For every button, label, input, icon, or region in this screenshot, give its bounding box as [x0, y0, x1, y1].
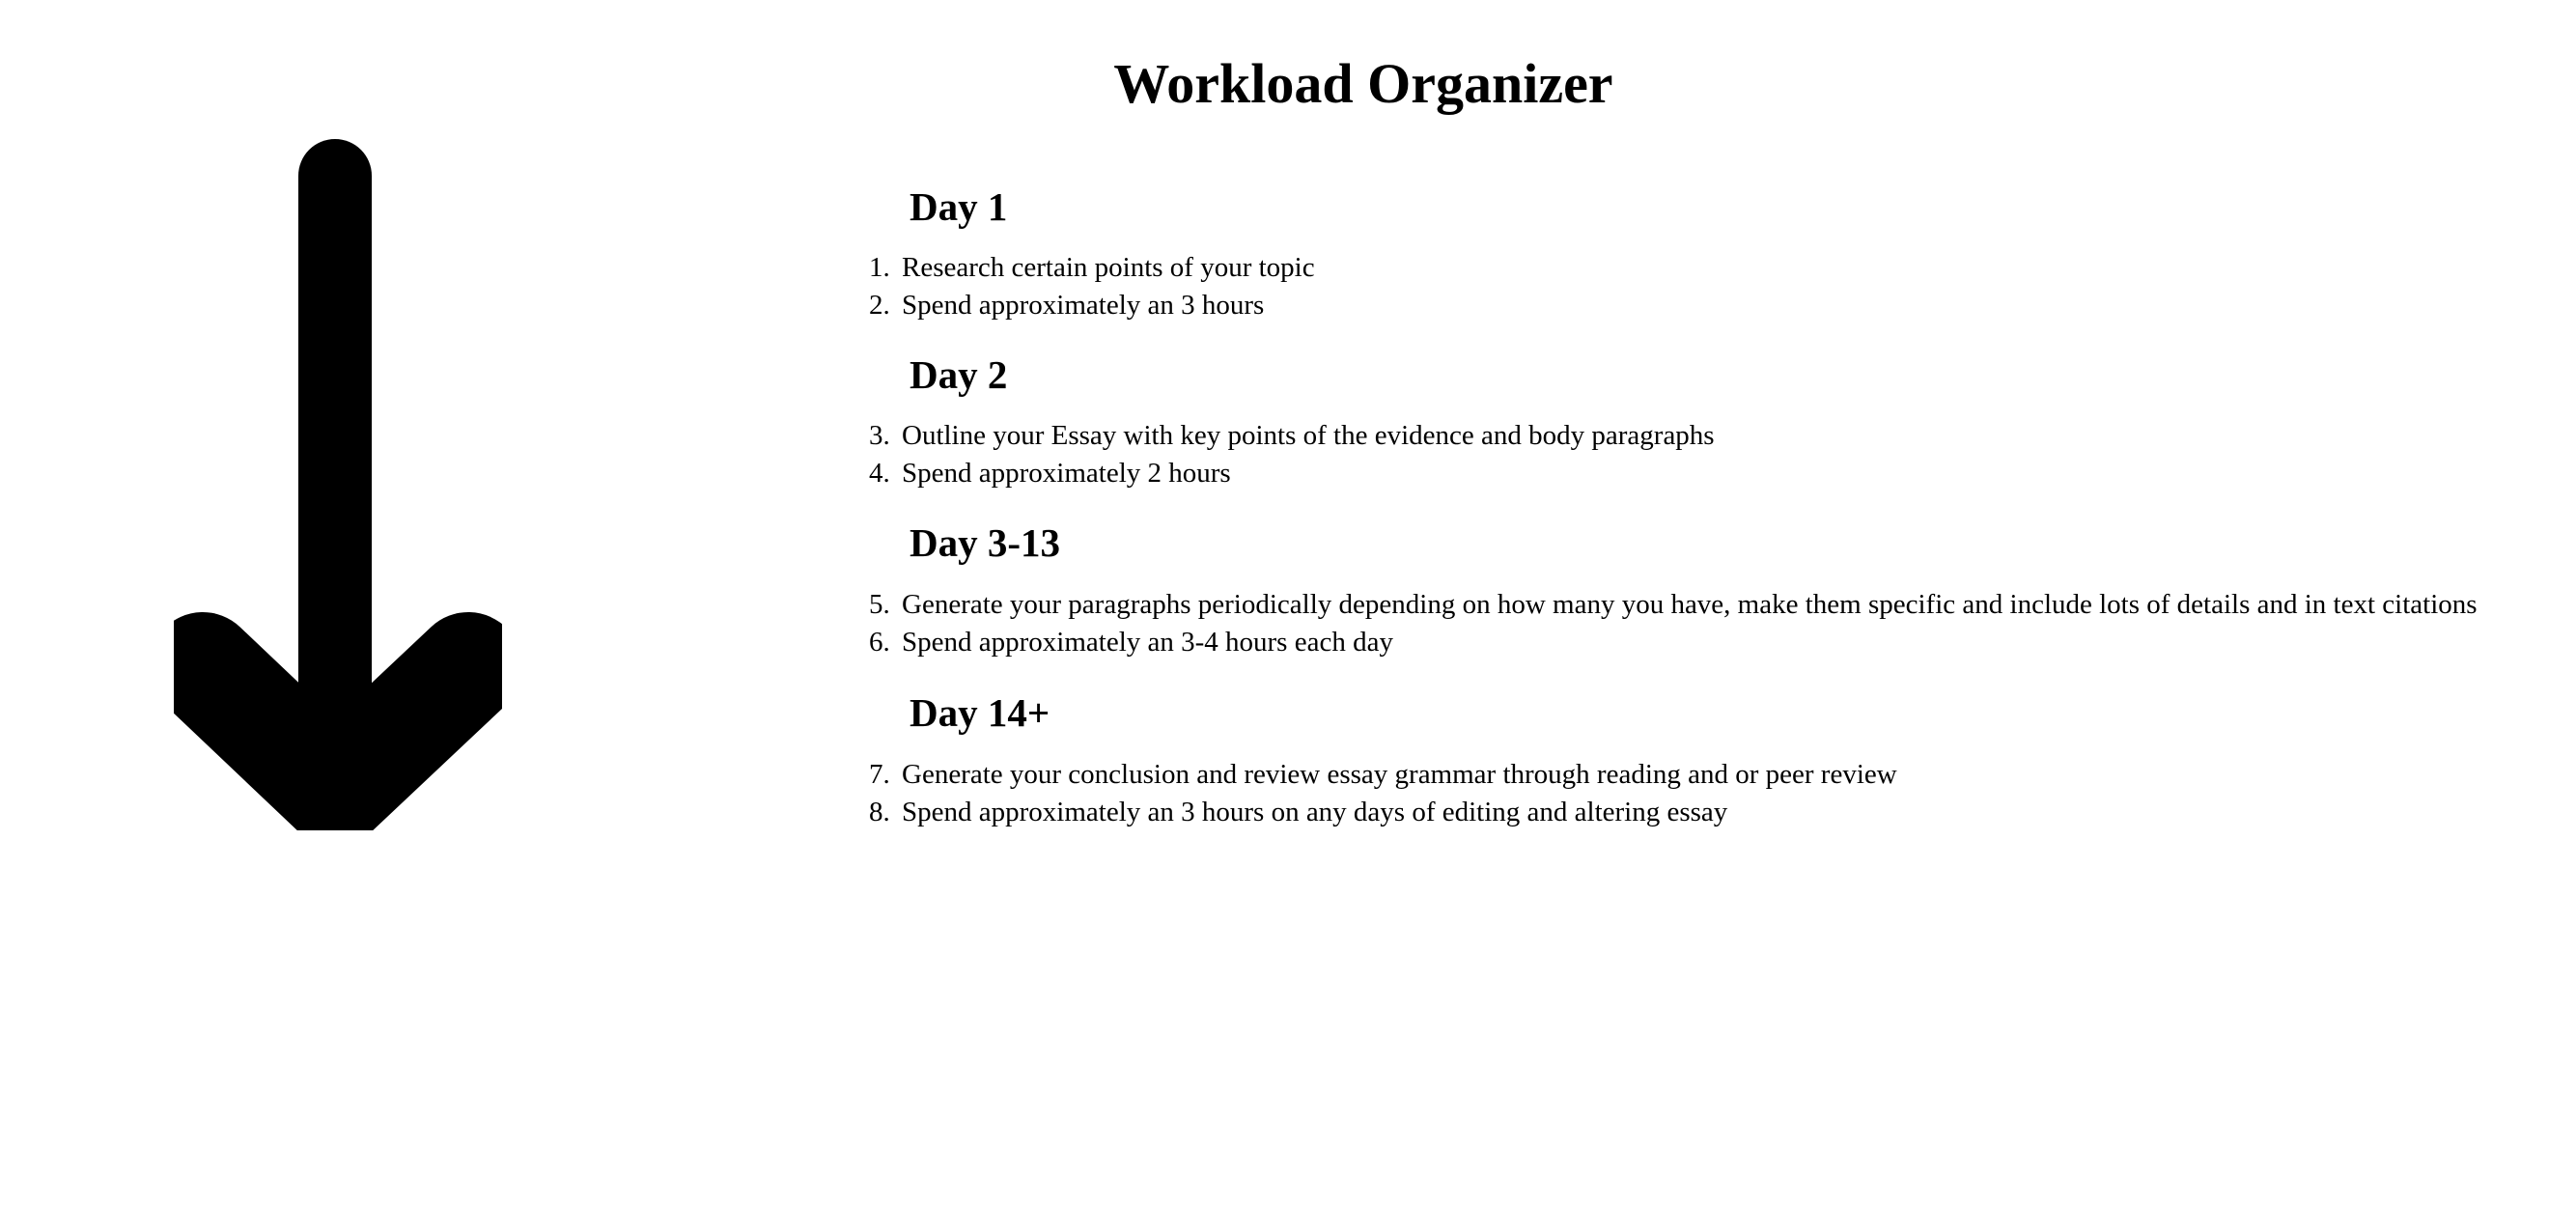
task-item — [869, 588, 2510, 620]
down-arrow-icon — [174, 116, 502, 830]
task-item — [869, 457, 2510, 489]
task-text: Generate your paragraphs periodically depending on how many you have, make them specific and include lots of details and in text citations — [902, 588, 2478, 620]
task-list — [869, 419, 2510, 489]
task-text: Outline your Essay with key points of the evidence and body paragraphs — [902, 419, 1715, 451]
task-item — [869, 251, 2510, 283]
day-heading: Day 14+ — [910, 689, 1050, 735]
task-text: Spend approximately an 3 hours — [902, 289, 1265, 321]
task-number: 1. — [869, 251, 890, 283]
task-number: 7. — [869, 758, 890, 790]
task-number: 6. — [869, 626, 890, 658]
down-arrow-svg — [174, 116, 502, 830]
day-block — [869, 521, 2510, 657]
task-number: 4. — [869, 457, 890, 489]
task-number: 2. — [869, 289, 890, 321]
task-item — [869, 626, 2510, 658]
task-number: 5. — [869, 588, 890, 620]
day-heading: Day 1 — [910, 184, 1008, 229]
day-block — [869, 691, 2510, 827]
day-block — [869, 185, 2510, 320]
task-list — [869, 588, 2510, 658]
task-item — [869, 419, 2510, 451]
task-list — [869, 758, 2510, 827]
task-text: Spend approximately 2 hours — [902, 457, 1231, 489]
task-item — [869, 796, 2510, 827]
task-item — [869, 289, 2510, 321]
task-number: 3. — [869, 419, 890, 451]
task-text: Research certain points of your topic — [902, 251, 1315, 283]
schedule-list — [869, 164, 2510, 827]
task-list — [869, 251, 2510, 321]
day-heading: Day 2 — [910, 351, 1008, 397]
day-block — [869, 353, 2510, 488]
task-text: Spend approximately an 3-4 hours each day — [902, 626, 1393, 658]
task-text: Generate your conclusion and review essay grammar through reading and or peer review — [902, 758, 1897, 790]
day-heading: Day 3-13 — [910, 519, 1061, 565]
task-text: Spend approximately an 3 hours on any days of editing and altering essay — [902, 796, 1728, 827]
page-title: Workload Organizer — [1113, 51, 1613, 115]
task-number: 8. — [869, 796, 890, 827]
task-item — [869, 758, 2510, 790]
